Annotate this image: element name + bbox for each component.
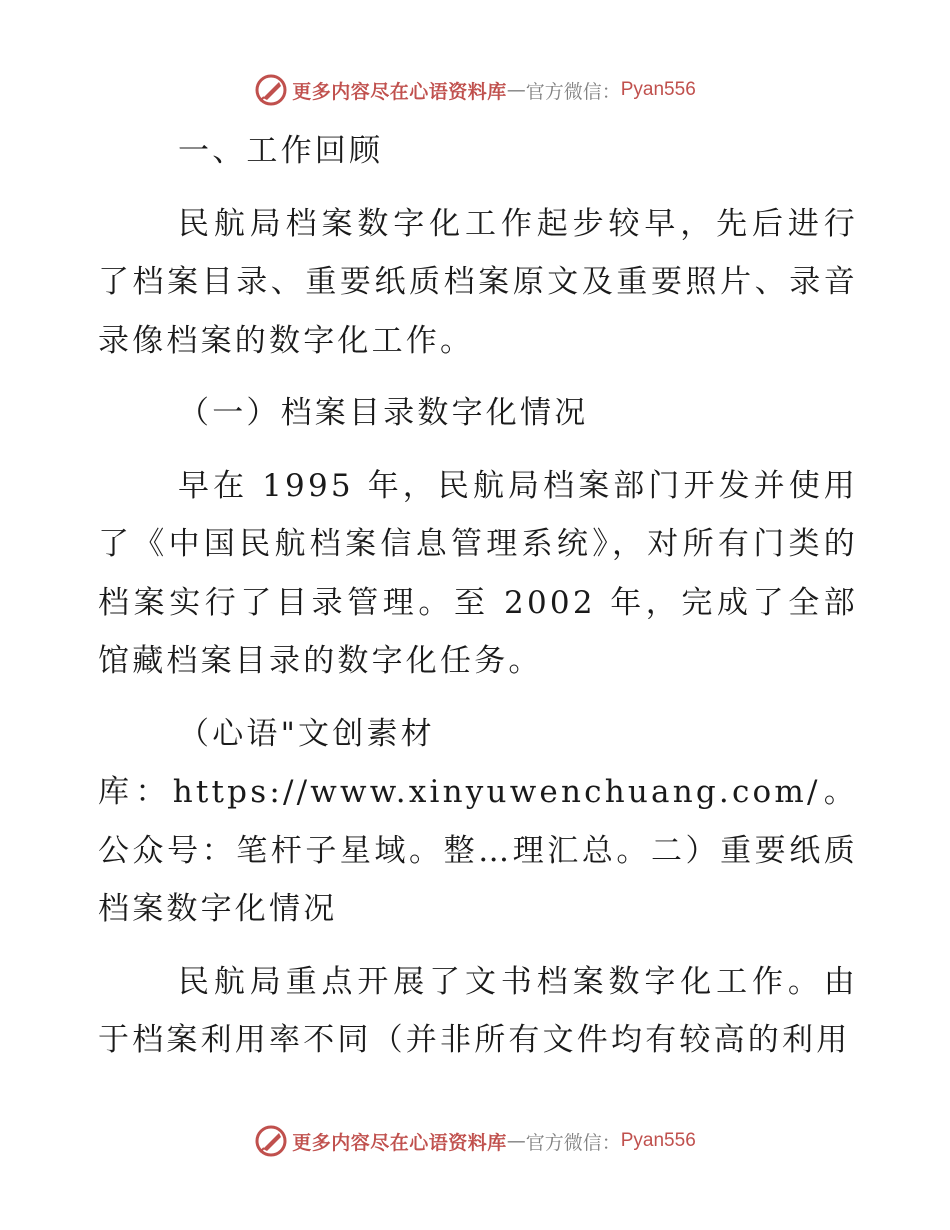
banner-wechat-id: Pyan556 [620,1130,696,1151]
banner-separator: — [506,79,526,101]
banner-separator: — [506,1130,526,1152]
document-body [98,122,858,1070]
section-heading: 一、工作回顾 [178,133,384,169]
paragraph: 民航局档案数字化工作起步较早，先后进行了档案目录、重要纸质档案原文及重要照片、录音录像档案的数字化工作。 [98,205,858,359]
quill-logo-icon [254,1124,288,1158]
banner-wechat-label: 官方微信： [525,80,621,103]
banner-wechat-id: Pyan556 [620,79,696,100]
quill-logo-icon [254,73,288,107]
header-banner [0,70,950,110]
banner-text: 更多内容尽在心语资料库 [292,80,507,103]
banner-text: 更多内容尽在心语资料库 [292,1131,507,1154]
paragraph: 民航局重点开展了文书档案数字化工作。由于档案利用率不同（并非所有文件均有较高的利用 [98,963,858,1058]
footer-banner [0,1121,950,1161]
paragraph: 早在 1995 年，民航局档案部门开发并使用了《中国民航档案信息管理系统》，对所有门类的档案实行了目录管理。至 2002 年，完成了全部馆藏档案目录的数字化任务。 [98,467,858,679]
banner-wechat-label: 官方微信： [525,1131,621,1154]
paragraph: 库：https://www.xinyuwenchuang.com/。公众号：笔杆子星域。整…理汇总。二）重要纸质档案数字化情况 [98,774,858,927]
subsection-heading: （一）档案目录数字化情况 [178,395,589,431]
paragraph-first-line: （心语"文创素材 [178,715,435,752]
